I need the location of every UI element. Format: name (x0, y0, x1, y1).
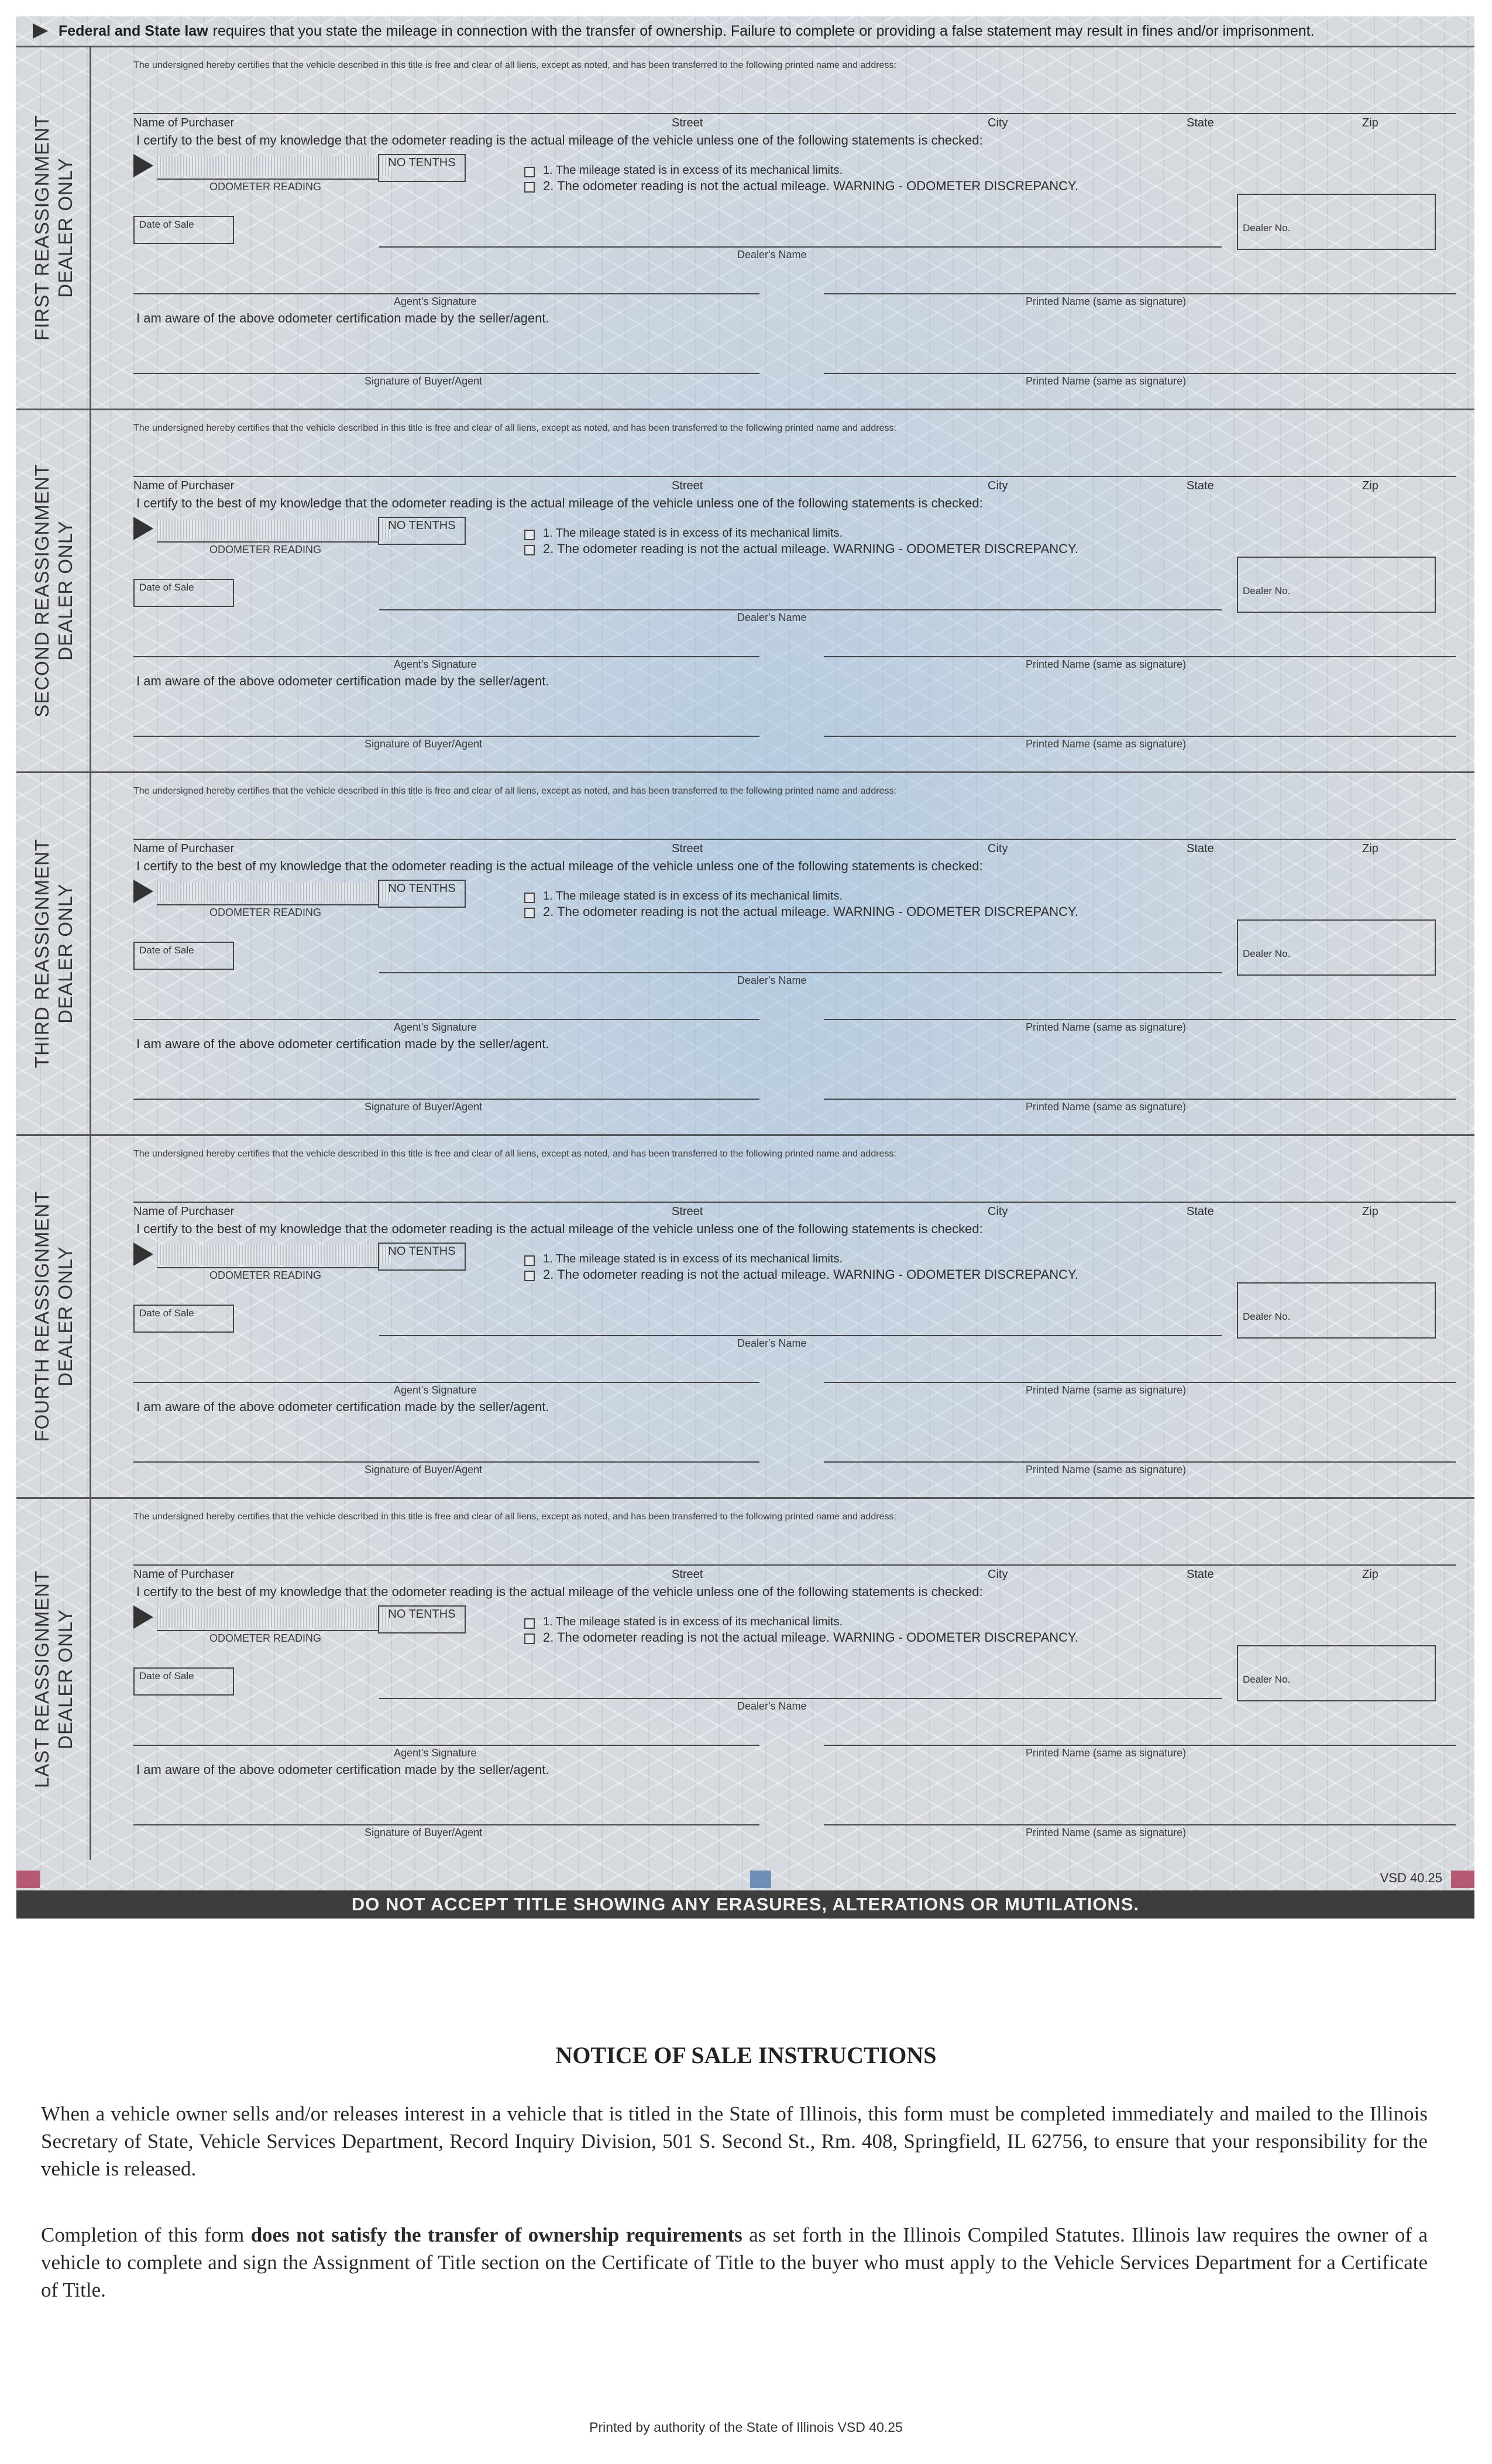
dealers-name-label: Dealer's Name (737, 249, 807, 260)
dealers-name-line[interactable] (379, 609, 1222, 610)
section-title-line1: SECOND REASSIGNMENT (31, 464, 53, 718)
printed-name-line-1[interactable] (824, 656, 1456, 657)
printed-name-line-2[interactable] (824, 1099, 1456, 1100)
warning-lead: Federal and State law (59, 22, 208, 39)
statement-1-checkbox[interactable] (524, 1618, 535, 1629)
color-registration-mark (750, 1871, 771, 1888)
state-label: State (1187, 842, 1214, 855)
certification-text: The undersigned hereby certifies that the vehicle described in this title is free and clear of all liens, except as noted, and has been transferred to the following printed name and address: (133, 1149, 896, 1159)
notice-paragraph-2: Completion of this form does not satisfy the transfer of ownership requirements as set forth in the Illinois Compiled Statutes. Illinois law requires the owner of a vehicle to complete and sign the Assignment of Title section on the Certificate of Title to the buyer who must apply to the Vehicle Services Department for a Certificate of Title. (41, 2223, 1428, 2301)
printed-name-line-1[interactable] (824, 293, 1456, 294)
odometer-field[interactable] (157, 1245, 391, 1265)
agents-signature-label: Agent's Signature (394, 658, 477, 670)
odometer-field[interactable] (157, 519, 391, 539)
agents-signature-line[interactable] (133, 1745, 759, 1746)
buyer-signature-label: Signature of Buyer/Agent (365, 738, 483, 750)
agents-signature-line[interactable] (133, 1019, 759, 1020)
buyer-signature-label: Signature of Buyer/Agent (365, 1101, 483, 1113)
notice-paragraph-1: When a vehicle owner sells and/or releases interest in a vehicle that is titled in the State of Illinois, this form must be completed immediately and mailed to the Illinois Secretary of State, Vehicle Services Department, Record Inquiry Division, 501 S. Second St., Rm. 408, Springfield, IL 62756, to ensure that your responsibility for the vehicle is released. (41, 2102, 1428, 2180)
section-title-line2: DEALER ONLY (54, 1609, 76, 1749)
statement-2-checkbox[interactable] (524, 545, 535, 555)
dealer-no-box[interactable]: Dealer No. (1237, 1645, 1436, 1701)
statement-1-text: 1. The mileage stated is in excess of its mechanical limits. (543, 890, 843, 902)
section-title (30, 52, 77, 403)
odometer-aware-text: I am aware of the above odometer certification made by the seller/agent. (136, 1037, 549, 1051)
agents-signature-label: Agent's Signature (394, 1021, 477, 1033)
form-code: VSD 40.25 (1380, 1871, 1442, 1885)
odometer-reading-label: ODOMETER READING (209, 1269, 322, 1281)
zip-label: Zip (1362, 116, 1378, 129)
date-of-sale-field[interactable]: Date of Sale (133, 1305, 234, 1333)
reassignment-section (16, 46, 1474, 409)
certification-text: The undersigned hereby certifies that the vehicle described in this title is free and clear of all liens, except as noted, and has been transferred to the following printed name and address: (133, 786, 896, 796)
zip-label: Zip (1362, 842, 1378, 855)
dealer-no-box[interactable]: Dealer No. (1237, 194, 1436, 250)
section-title (30, 778, 77, 1129)
odometer-aware-text: I am aware of the above odometer certification made by the seller/agent. (136, 674, 549, 688)
dealer-no-box[interactable]: Dealer No. (1237, 919, 1436, 976)
reassignment-section (16, 1497, 1474, 1860)
no-tenths-box[interactable]: NO TENTHS (378, 1243, 466, 1271)
arrow-icon (33, 23, 48, 39)
color-registration-mark (1451, 1871, 1474, 1888)
city-label: City (988, 842, 1008, 855)
statement-2-text: 2. The odometer reading is not the actual mileage. WARNING - ODOMETER DISCREPANCY. (543, 904, 1078, 919)
statement-2-text: 2. The odometer reading is not the actual mileage. WARNING - ODOMETER DISCREPANCY. (543, 1630, 1078, 1645)
buyer-signature-line[interactable] (133, 373, 759, 374)
state-label: State (1187, 1568, 1214, 1581)
purchaser-line[interactable] (133, 113, 1456, 114)
arrow-icon (133, 880, 153, 903)
color-registration-mark (16, 1871, 40, 1888)
mileage-law-warning (16, 16, 1474, 46)
city-label: City (988, 479, 1008, 492)
printed-name-label-1: Printed Name (same as signature) (1026, 1747, 1187, 1759)
state-label: State (1187, 1205, 1214, 1218)
purchaser-line[interactable] (133, 1202, 1456, 1203)
agents-signature-label: Agent's Signature (394, 1384, 477, 1396)
section-title-line2: DEALER ONLY (54, 883, 76, 1024)
city-label: City (988, 116, 1008, 129)
statement-2-checkbox[interactable] (524, 908, 535, 918)
reassignment-section (16, 409, 1474, 771)
buyer-signature-label: Signature of Buyer/Agent (365, 375, 483, 387)
purchaser-line[interactable] (133, 1564, 1456, 1566)
section-title-line1: THIRD REASSIGNMENT (31, 838, 53, 1069)
city-label: City (988, 1568, 1008, 1581)
agents-signature-line[interactable] (133, 656, 759, 657)
odometer-certify-text: I certify to the best of my knowledge that the odometer reading is the actual mileage of the vehicle unless one of the following statements is checked: (136, 859, 983, 873)
section-title-line1: LAST REASSIGNMENT (31, 1570, 53, 1789)
statement-1-checkbox[interactable] (524, 167, 535, 177)
date-of-sale-field[interactable]: Date of Sale (133, 1667, 234, 1696)
agents-signature-label: Agent's Signature (394, 1747, 477, 1759)
statement-2-checkbox[interactable] (524, 182, 535, 193)
section-title-line2: DEALER ONLY (54, 157, 76, 298)
erasure-warning-bar: DO NOT ACCEPT TITLE SHOWING ANY ERASURES, ALTERATIONS OR MUTILATIONS. (16, 1890, 1474, 1919)
odometer-underline (157, 179, 378, 180)
dealers-name-line[interactable] (379, 972, 1222, 973)
statement-1-checkbox[interactable] (524, 530, 535, 540)
printed-name-line-1[interactable] (824, 1019, 1456, 1020)
odometer-certify-text: I certify to the best of my knowledge that the odometer reading is the actual mileage of the vehicle unless one of the following statements is checked: (136, 1221, 983, 1236)
printed-name-label-1: Printed Name (same as signature) (1026, 658, 1187, 670)
section-title-line2: DEALER ONLY (54, 1246, 76, 1387)
buyer-signature-label: Signature of Buyer/Agent (365, 1827, 483, 1838)
zip-label: Zip (1362, 479, 1378, 492)
odometer-aware-text: I am aware of the above odometer certification made by the seller/agent. (136, 1399, 549, 1414)
odometer-certify-text: I certify to the best of my knowledge that the odometer reading is the actual mileage of the vehicle unless one of the following statements is checked: (136, 1584, 983, 1599)
printed-name-label-1: Printed Name (same as signature) (1026, 1021, 1187, 1033)
odometer-field[interactable] (157, 156, 391, 176)
city-label: City (988, 1205, 1008, 1218)
odometer-field[interactable] (157, 882, 391, 902)
odometer-reading-label: ODOMETER READING (209, 544, 322, 555)
statement-2-text: 2. The odometer reading is not the actual mileage. WARNING - ODOMETER DISCREPANCY. (543, 1267, 1078, 1282)
dealers-name-line[interactable] (379, 246, 1222, 248)
printed-name-label-2: Printed Name (same as signature) (1026, 1464, 1187, 1475)
agents-signature-line[interactable] (133, 1382, 759, 1383)
section-title (30, 415, 77, 766)
dealer-no-box[interactable]: Dealer No. (1237, 1282, 1436, 1339)
section-side-label (16, 1499, 91, 1860)
date-of-sale-field[interactable]: Date of Sale (133, 579, 234, 607)
agents-signature-line[interactable] (133, 293, 759, 294)
statement-1-text: 1. The mileage stated is in excess of its mechanical limits. (543, 164, 843, 177)
buyer-signature-line[interactable] (133, 736, 759, 737)
odometer-reading-label: ODOMETER READING (209, 1632, 322, 1644)
printed-name-line-2[interactable] (824, 373, 1456, 374)
statement-1-checkbox[interactable] (524, 1255, 535, 1266)
state-label: State (1187, 479, 1214, 492)
odometer-reading-label: ODOMETER READING (209, 181, 322, 193)
buyer-signature-label: Signature of Buyer/Agent (365, 1464, 483, 1475)
odometer-aware-text: I am aware of the above odometer certification made by the seller/agent. (136, 311, 549, 325)
dealers-name-label: Dealer's Name (737, 612, 807, 623)
name-of-purchaser-label: Name of Purchaser (133, 1205, 235, 1218)
printed-name-label-2: Printed Name (same as signature) (1026, 1827, 1187, 1838)
odometer-underline (157, 1630, 378, 1631)
dealer-no-box[interactable]: Dealer No. (1237, 557, 1436, 613)
statement-1-checkbox[interactable] (524, 893, 535, 903)
odometer-certify-text: I certify to the best of my knowledge that the odometer reading is the actual mileage of the vehicle unless one of the following statements is checked: (136, 133, 983, 147)
buyer-signature-line[interactable] (133, 1461, 759, 1463)
section-title-line1: FOURTH REASSIGNMENT (31, 1190, 53, 1442)
dealers-name-label: Dealer's Name (737, 1700, 807, 1712)
dealers-name-label: Dealer's Name (737, 974, 807, 986)
agents-signature-label: Agent's Signature (394, 296, 477, 307)
no-tenths-box[interactable]: NO TENTHS (378, 154, 466, 182)
printed-name-label-2: Printed Name (same as signature) (1026, 738, 1187, 750)
street-label: Street (672, 116, 703, 129)
odometer-aware-text: I am aware of the above odometer certification made by the seller/agent. (136, 1762, 549, 1777)
statement-1-text: 1. The mileage stated is in excess of its mechanical limits. (543, 1252, 843, 1265)
statement-2-checkbox[interactable] (524, 1633, 535, 1644)
certification-text: The undersigned hereby certifies that the vehicle described in this title is free and clear of all liens, except as noted, and has been transferred to the following printed name and address: (133, 423, 896, 433)
printed-name-line-2[interactable] (824, 1461, 1456, 1463)
street-label: Street (672, 842, 703, 855)
street-label: Street (672, 1568, 703, 1581)
printed-name-line-2[interactable] (824, 736, 1456, 737)
odometer-underline (157, 541, 378, 543)
name-of-purchaser-label: Name of Purchaser (133, 116, 235, 129)
section-title (30, 1504, 77, 1855)
notice-title: NOTICE OF SALE INSTRUCTIONS (555, 2042, 937, 2068)
arrow-icon (133, 1243, 153, 1266)
buyer-signature-line[interactable] (133, 1099, 759, 1100)
state-label: State (1187, 116, 1214, 129)
section-title-line2: DEALER ONLY (54, 520, 76, 661)
street-label: Street (672, 479, 703, 492)
street-label: Street (672, 1205, 703, 1218)
section-title (30, 1141, 77, 1492)
no-tenths-box[interactable]: NO TENTHS (378, 880, 466, 908)
no-tenths-box[interactable]: NO TENTHS (378, 1605, 466, 1633)
name-of-purchaser-label: Name of Purchaser (133, 479, 235, 492)
arrow-icon (133, 1605, 153, 1629)
printed-name-label-2: Printed Name (same as signature) (1026, 1101, 1187, 1113)
printed-name-label-1: Printed Name (same as signature) (1026, 296, 1187, 307)
purchaser-line[interactable] (133, 476, 1456, 477)
section-side-label (16, 773, 91, 1134)
printed-name-line-1[interactable] (824, 1745, 1456, 1746)
certification-text: The undersigned hereby certifies that the vehicle described in this title is free and clear of all liens, except as noted, and has been transferred to the following printed name and address: (133, 1512, 896, 1522)
statement-2-checkbox[interactable] (524, 1271, 535, 1281)
zip-label: Zip (1362, 1205, 1378, 1218)
section-side-label (16, 1136, 91, 1497)
printed-by-footer: Printed by authority of the State of Illinois VSD 40.25 (589, 2420, 903, 2435)
dealers-name-label: Dealer's Name (737, 1337, 807, 1349)
statement-1-text: 1. The mileage stated is in excess of its mechanical limits. (543, 1615, 843, 1628)
section-side-label (16, 47, 91, 409)
reassignment-section (16, 771, 1474, 1134)
zip-label: Zip (1362, 1568, 1378, 1581)
name-of-purchaser-label: Name of Purchaser (133, 1568, 235, 1581)
reassignment-section (16, 1134, 1474, 1497)
arrow-icon (133, 517, 153, 540)
date-of-sale-field[interactable]: Date of Sale (133, 942, 234, 970)
title-reassignment-form (16, 16, 1474, 1919)
printed-name-label-2: Printed Name (same as signature) (1026, 375, 1187, 387)
arrow-icon (133, 154, 153, 177)
odometer-underline (157, 904, 378, 905)
statement-1-text: 1. The mileage stated is in excess of its mechanical limits. (543, 527, 843, 540)
section-side-label (16, 410, 91, 771)
warning-text: requires that you state the mileage in connection with the transfer of ownership. Failure to complete or providing a false statement may result in fines and/or imprisonment. (212, 22, 1315, 39)
statement-2-text: 2. The odometer reading is not the actual mileage. WARNING - ODOMETER DISCREPANCY. (543, 541, 1078, 556)
purchaser-line[interactable] (133, 839, 1456, 840)
section-title-line1: FIRST REASSIGNMENT (31, 115, 53, 341)
odometer-field[interactable] (157, 1608, 391, 1628)
date-of-sale-field[interactable]: Date of Sale (133, 216, 234, 244)
odometer-certify-text: I certify to the best of my knowledge that the odometer reading is the actual mileage of the vehicle unless one of the following statements is checked: (136, 496, 983, 510)
dealers-name-line[interactable] (379, 1698, 1222, 1699)
certification-text: The undersigned hereby certifies that the vehicle described in this title is free and clear of all liens, except as noted, and has been transferred to the following printed name and address: (133, 60, 896, 70)
no-tenths-box[interactable]: NO TENTHS (378, 517, 466, 545)
printed-name-line-2[interactable] (824, 1824, 1456, 1825)
statement-2-text: 2. The odometer reading is not the actual mileage. WARNING - ODOMETER DISCREPANCY. (543, 179, 1078, 193)
printed-name-label-1: Printed Name (same as signature) (1026, 1384, 1187, 1396)
odometer-underline (157, 1267, 378, 1268)
dealers-name-line[interactable] (379, 1335, 1222, 1336)
buyer-signature-line[interactable] (133, 1824, 759, 1825)
odometer-reading-label: ODOMETER READING (209, 907, 322, 918)
printed-name-line-1[interactable] (824, 1382, 1456, 1383)
name-of-purchaser-label: Name of Purchaser (133, 842, 235, 855)
